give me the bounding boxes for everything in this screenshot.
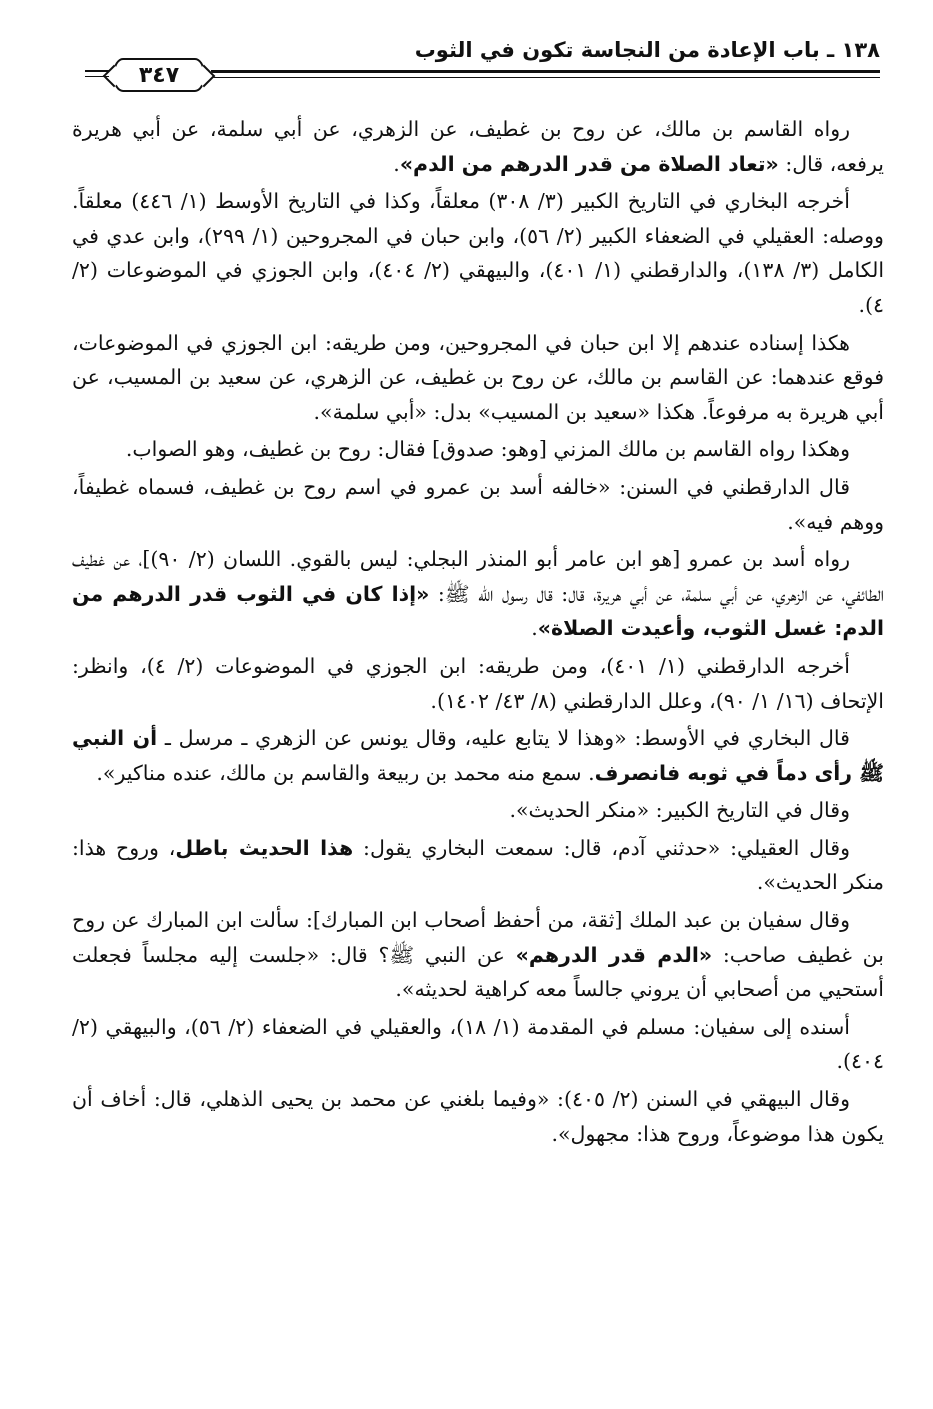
page-header	[85, 38, 880, 93]
main-text	[72, 112, 884, 1154]
text-run: وقال سفيان بن عبد الملك [ثقة، من أحفظ أصحاب ابن المبارك]: سألت ابن المبارك عن روح بن غطيف صاحب:	[72, 908, 884, 967]
paragraph	[72, 184, 884, 322]
text-run: قال الدارقطني في السنن: «خالفه أسد بن عمرو في اسم روح بن غطيف، فسماه غطيفاً، ووهم فيه».	[72, 474, 884, 534]
paragraph	[72, 721, 884, 790]
text-run: أخرجه الدارقطني (١/ ٤٠١)، ومن طريقه: ابن الجوزي في الموضوعات (٢/ ٤)، وانظر: الإتحاف (١٦/ ١/ ٩٠)، وعلل الدارقطني (٨/ ٤٣/ ١٤٠٢).	[72, 653, 884, 713]
text-run: عن النبي ﷺ؟ قال: «جلست إليه مجلساً فجعلت أستحيي من أصحابي أن يروني جالساً معه كراهية لحديثه».	[72, 942, 884, 1002]
text-run: قال البخاري في الأوسط: «وهذا لا يتابع عليه، وقال يونس عن الزهري ـ مرسل ـ	[157, 726, 850, 751]
text-run: رواه القاسم بن مالك، عن روح بن غطيف، عن الزهري، عن أبي سلمة، عن أبي هريرة يرفعه، قال:	[72, 117, 884, 176]
bold-quote: هذا الحديث باطل	[175, 835, 354, 860]
text-run: وقال في التاريخ الكبير: «منكر الحديث».	[509, 798, 850, 823]
text-run: .	[531, 616, 538, 641]
bold-quote: «الدم قدر الدرهم»	[515, 942, 713, 967]
text-run: وقال العقيلي: «حدثني آدم، قال: سمعت البخاري يقول:	[353, 835, 850, 860]
paragraph	[72, 432, 884, 467]
bold-quote: أن النبي ﷺ رأى دماً في ثوبه فانصرف	[72, 726, 884, 785]
paragraph	[72, 326, 884, 430]
text-run: هكذا إسناده عندهم إلا ابن حبان في المجروحين، ومن طريقه: ابن الجوزي في الموضوعات، فوقع عندهما: عن القاسم بن مالك، عن روح بن غطيف، عن الزهري، عن سعيد بن المسيب، عن أبي هريرة به مرفوعاً. هكذا «سعيد بن المسيب» بدل: «أبي سلمة».	[72, 330, 884, 424]
page-number: ٣٤٧	[138, 63, 180, 88]
paragraph	[72, 470, 884, 539]
page-number-badge	[113, 58, 205, 92]
paragraph	[72, 1010, 884, 1079]
header-rule	[211, 70, 880, 73]
bold-quote: «تعاد الصلاة من قدر الدرهم من الدم»	[399, 151, 779, 176]
running-head: ١٣٨ ـ باب الإعادة من النجاسة تكون في الثوب	[414, 38, 880, 62]
paragraph	[72, 831, 884, 900]
text-run: وهكذا رواه القاسم بن مالك المزني [وهو: صدوق] فقال: روح بن غطيف، وهو الصواب.	[125, 437, 850, 462]
header-rule-left	[85, 70, 109, 72]
text-run: . سمع منه محمد بن ربيعة والقاسم بن مالك، عنده مناكير».	[96, 760, 595, 785]
paragraph	[72, 112, 884, 181]
header-rule-left-thin	[85, 76, 109, 77]
paragraph	[72, 903, 884, 1007]
text-run: أسنده إلى سفيان: مسلم في المقدمة (١/ ١٨)، والعقيلي في الضعفاء (٢/ ٥٦)، والبيهقي (٢/ ٤٠٤).	[72, 1014, 884, 1074]
paragraph	[72, 542, 884, 646]
text-run: وقال البيهقي في السنن (٢/ ٤٠٥): «وفيما بلغني عن محمد بن يحيى الذهلي، قال: أخاف أن يكون هذا موضوعاً، وروح هذا: مجهول».	[72, 1087, 884, 1146]
paragraph	[72, 793, 884, 828]
text-run: ، وروح هذا: منكر الحديث».	[72, 835, 884, 895]
paragraph	[72, 649, 884, 718]
paragraph	[72, 1082, 884, 1151]
text-run: .	[393, 151, 400, 176]
text-run: أخرجه البخاري في التاريخ الكبير (٣/ ٣٠٨) معلقاً، وكذا في التاريخ الأوسط (١/ ٤٤٦) معلقاً. ووصله: العقيلي في الضعفاء الكبير (٢/ ٥٦)، وابن حبان في المجروحين (١/ ٢٩٩)، وابن عدي في الكامل (٣/ ١٣٨)، والدارقطني (١/ ٤٠١)، والبيهقي (٢/ ٤٠٤)، وابن الجوزي في الموضوعات (٢/ ٤).	[72, 189, 885, 317]
bold-quote: «إذا كان في الثوب قدر الدرهم من الدم: غسل الثوب، وأعيدت الصلاة»	[72, 581, 884, 641]
header-rule-thin	[211, 77, 880, 78]
text-run: رواه أسد بن عمرو [هو ابن عامر أبو المنذر البجلي: ليس بالقوي. اللسان (٢/ ٩٠)]، عن غطيف الطائفي، عن الزهري، عن أبي سلمة، عن أبي هريرة، قال: قال رسول الله ﷺ:	[72, 547, 885, 606]
